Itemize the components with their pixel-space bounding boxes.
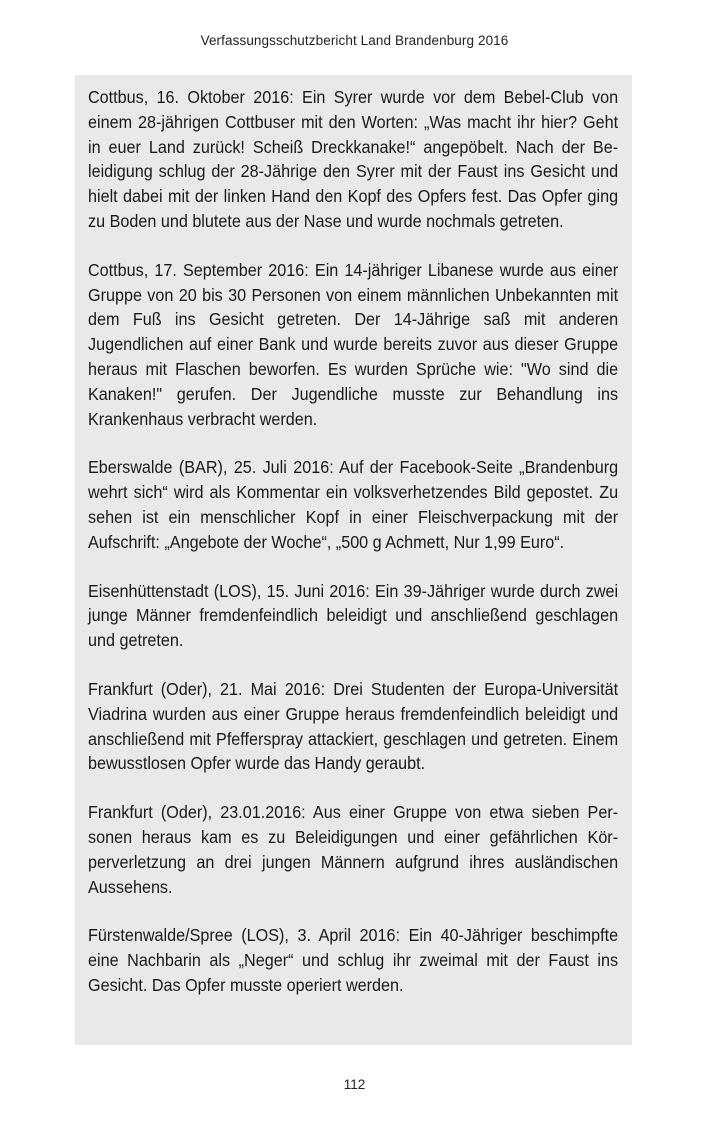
- incident-entry: Fürstenwalde/Spree (LOS), 3. April 2016: Ein 40-Jähriger beschimpfte eine Nachbarin als „Neger“ und schlug ihr zweimal mit der Faust ins Gesicht. Das Opfer musste operiert werden.: [88, 925, 619, 995]
- incident-entry: Cottbus, 16. Oktober 2016: Ein Syrer wurde vor dem Bebel-Club von einem 28-jährigen Cottbuser mit den Worten: „Was macht ihr hier? Geht in euer Land zurück! Scheiß Dreckkanake!“ angepöbelt. Nach der Beleidigung schlug der 28-Jährige den Syrer mit der Faust ins Gesicht und hielt dabei mit der linken Hand den Kopf des Opfers fest. Das Opfer ging zu Boden und blutete aus der Nase und wurde nochmals getreten.: [88, 87, 619, 231]
- running-header: Verfassungsschutzbericht Land Brandenburg 2016: [200, 33, 509, 48]
- incident-entry: Frankfurt (Oder), 23.01.2016: Aus einer Gruppe von etwa sieben Personen heraus kam es zu Beleidigungen und einer gefährlichen Körperverletzung an drei jungen Männern aufgrund ihres ausländischen Aussehens.: [88, 802, 619, 897]
- incident-entry: Eisenhüttenstadt (LOS), 15. Juni 2016: Ein 39-Jähriger wurde durch zwei junge Männer fremdenfeindlich beleidigt und anschließend geschlagen und getreten.: [88, 580, 619, 651]
- incident-entry: Frankfurt (Oder), 21. Mai 2016: Drei Studenten der Europa-Universität Viadrina wurden aus einer Gruppe heraus fremdenfeindlich beleidigt und anschließend mit Pfefferspray attackiert, geschlagen und getreten. Einem bewusstlosen Opfer wurde das Handy geraubt.: [88, 678, 619, 774]
- incident-entry: Cottbus, 17. September 2016: Ein 14-jähriger Libanese wurde aus einer Gruppe von 20 bis 30 Personen von einem männlichen Unbekannten mit dem Fuß ins Gesicht getreten. Der 14-Jährige saß mit anderen Jugendlichen auf einer Bank und wurde bereits zuvor aus dieser Gruppe heraus mit Flaschen beworfen. Es wurden Sprüche wie: "Wo sind die Kanaken!" gerufen. Der Jugendliche musste zur Behandlung ins Krankenhaus verbracht werden.: [88, 259, 619, 429]
- page-number: 112: [343, 1077, 366, 1092]
- incident-entry: Eberswalde (BAR), 25. Juli 2016: Auf der Facebook-Seite „Brandenburg wehrt sich“ wird als Kommentar ein volksverhetzendes Bild gepostet. Zu sehen ist ein menschlicher Kopf in einer Fleischverpackung mit der Aufschrift: „Angebote der Woche“, „500 g Achmett, Nur 1,99 Euro“.: [88, 457, 619, 552]
- incident-list-box: [75, 75, 632, 1045]
